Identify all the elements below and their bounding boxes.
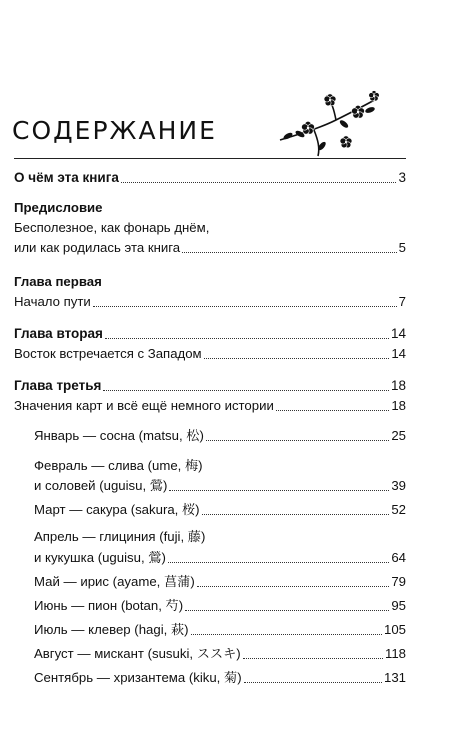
toc-entry-april-line1[interactable]: Апрель — глициния (fuji, 藤) — [34, 529, 206, 544]
toc-entry-label: Восток встречается с Западом — [14, 346, 202, 361]
dot-leader — [206, 440, 389, 441]
toc-section-chapter-3[interactable] — [14, 378, 406, 394]
toc-entry-september[interactable] — [34, 670, 406, 686]
toc-entry-page: 131 — [383, 670, 406, 685]
dot-leader — [105, 338, 389, 339]
toc-entry-label: Май — ирис (ayame, 菖蒲) — [34, 574, 195, 589]
toc-entry-label: О чём эта книга — [14, 170, 119, 185]
toc-section-preface[interactable]: Предисловие — [14, 200, 103, 215]
toc-entry-page: 52 — [391, 502, 406, 517]
toc-entry-label: Июнь — пион (botan, 芍) — [34, 598, 184, 613]
toc-entry-chapter-3[interactable] — [14, 398, 406, 414]
dot-leader — [169, 490, 389, 491]
toc-entry-label: Значения карт и всё ещё немного истории — [14, 398, 274, 413]
toc-entry-page: 14 — [391, 346, 406, 361]
toc-entry-label: или как родилась эта книга — [14, 240, 181, 255]
toc-entry-april[interactable] — [34, 550, 406, 566]
toc-entry-label: Январь — сосна (matsu, 松) — [34, 428, 204, 443]
toc-entry-page: 7 — [398, 294, 406, 309]
toc-entry-page: 3 — [398, 170, 406, 185]
dot-leader — [185, 610, 389, 611]
toc-entry-preface-line1: Бесполезное, как фонарь днём, — [14, 220, 210, 235]
dot-leader — [202, 514, 390, 515]
toc-entry-page: 25 — [391, 428, 406, 443]
toc-entry-page: 39 — [391, 478, 406, 493]
toc-entry-intro[interactable] — [14, 170, 406, 186]
toc-entry-chapter-2[interactable] — [14, 346, 406, 362]
toc-entry-page: 18 — [390, 378, 406, 393]
dot-leader — [204, 358, 390, 359]
dot-leader — [93, 306, 397, 307]
toc-heading: СОДЕРЖАНИЕ — [12, 116, 217, 145]
dot-leader — [191, 634, 382, 635]
dot-leader — [197, 586, 390, 587]
dot-leader — [103, 390, 389, 391]
toc-entry-may[interactable] — [34, 574, 406, 590]
toc-entry-preface[interactable] — [14, 240, 406, 256]
dot-leader — [276, 410, 390, 411]
toc-entry-label: Начало пути — [14, 294, 91, 309]
toc-entry-page: 64 — [391, 550, 406, 565]
toc-entry-page: 18 — [391, 398, 406, 413]
toc-entry-label: Глава вторая — [14, 326, 103, 341]
toc-entry-page: 79 — [391, 574, 406, 589]
dot-leader — [243, 658, 383, 659]
toc-entry-page: 14 — [390, 326, 406, 341]
toc-entry-june[interactable] — [34, 598, 406, 614]
heading-underline — [14, 158, 406, 159]
toc-entry-page: 5 — [398, 240, 406, 255]
toc-entry-label: Сентябрь — хризантема (kiku, 菊) — [34, 670, 242, 685]
toc-section-chapter-2[interactable] — [14, 326, 406, 342]
toc-entry-january[interactable] — [34, 428, 406, 444]
toc-entry-february[interactable] — [34, 478, 406, 494]
dot-leader — [244, 682, 382, 683]
toc-entry-label: Март — сакура (sakura, 桜) — [34, 502, 200, 517]
dot-leader — [182, 252, 397, 253]
toc-entry-label: и соловей (uguisu, 鶯) — [34, 478, 168, 493]
toc-entry-label: Август — мискант (susuki, ススキ) — [34, 646, 241, 661]
toc-entry-february-line1[interactable]: Февраль — слива (ume, 梅) — [34, 458, 203, 473]
toc-entry-label: и кукушка (uguisu, 鶯) — [34, 550, 166, 565]
toc-entry-july[interactable] — [34, 622, 406, 638]
toc-entry-page: 118 — [384, 646, 406, 661]
toc-entry-august[interactable] — [34, 646, 406, 662]
dot-leader — [121, 182, 397, 183]
toc-entry-march[interactable] — [34, 502, 406, 518]
toc-entry-label: Глава третья — [14, 378, 102, 393]
toc-entry-label: Июль — клевер (hagi, 萩) — [34, 622, 189, 637]
blossom-branch-icon — [274, 88, 384, 158]
toc-entry-chapter-1[interactable] — [14, 294, 406, 310]
toc-entry-page: 95 — [391, 598, 406, 613]
toc-entry-page: 105 — [383, 622, 406, 637]
toc-section-chapter-1[interactable]: Глава первая — [14, 274, 102, 289]
dot-leader — [168, 562, 389, 563]
